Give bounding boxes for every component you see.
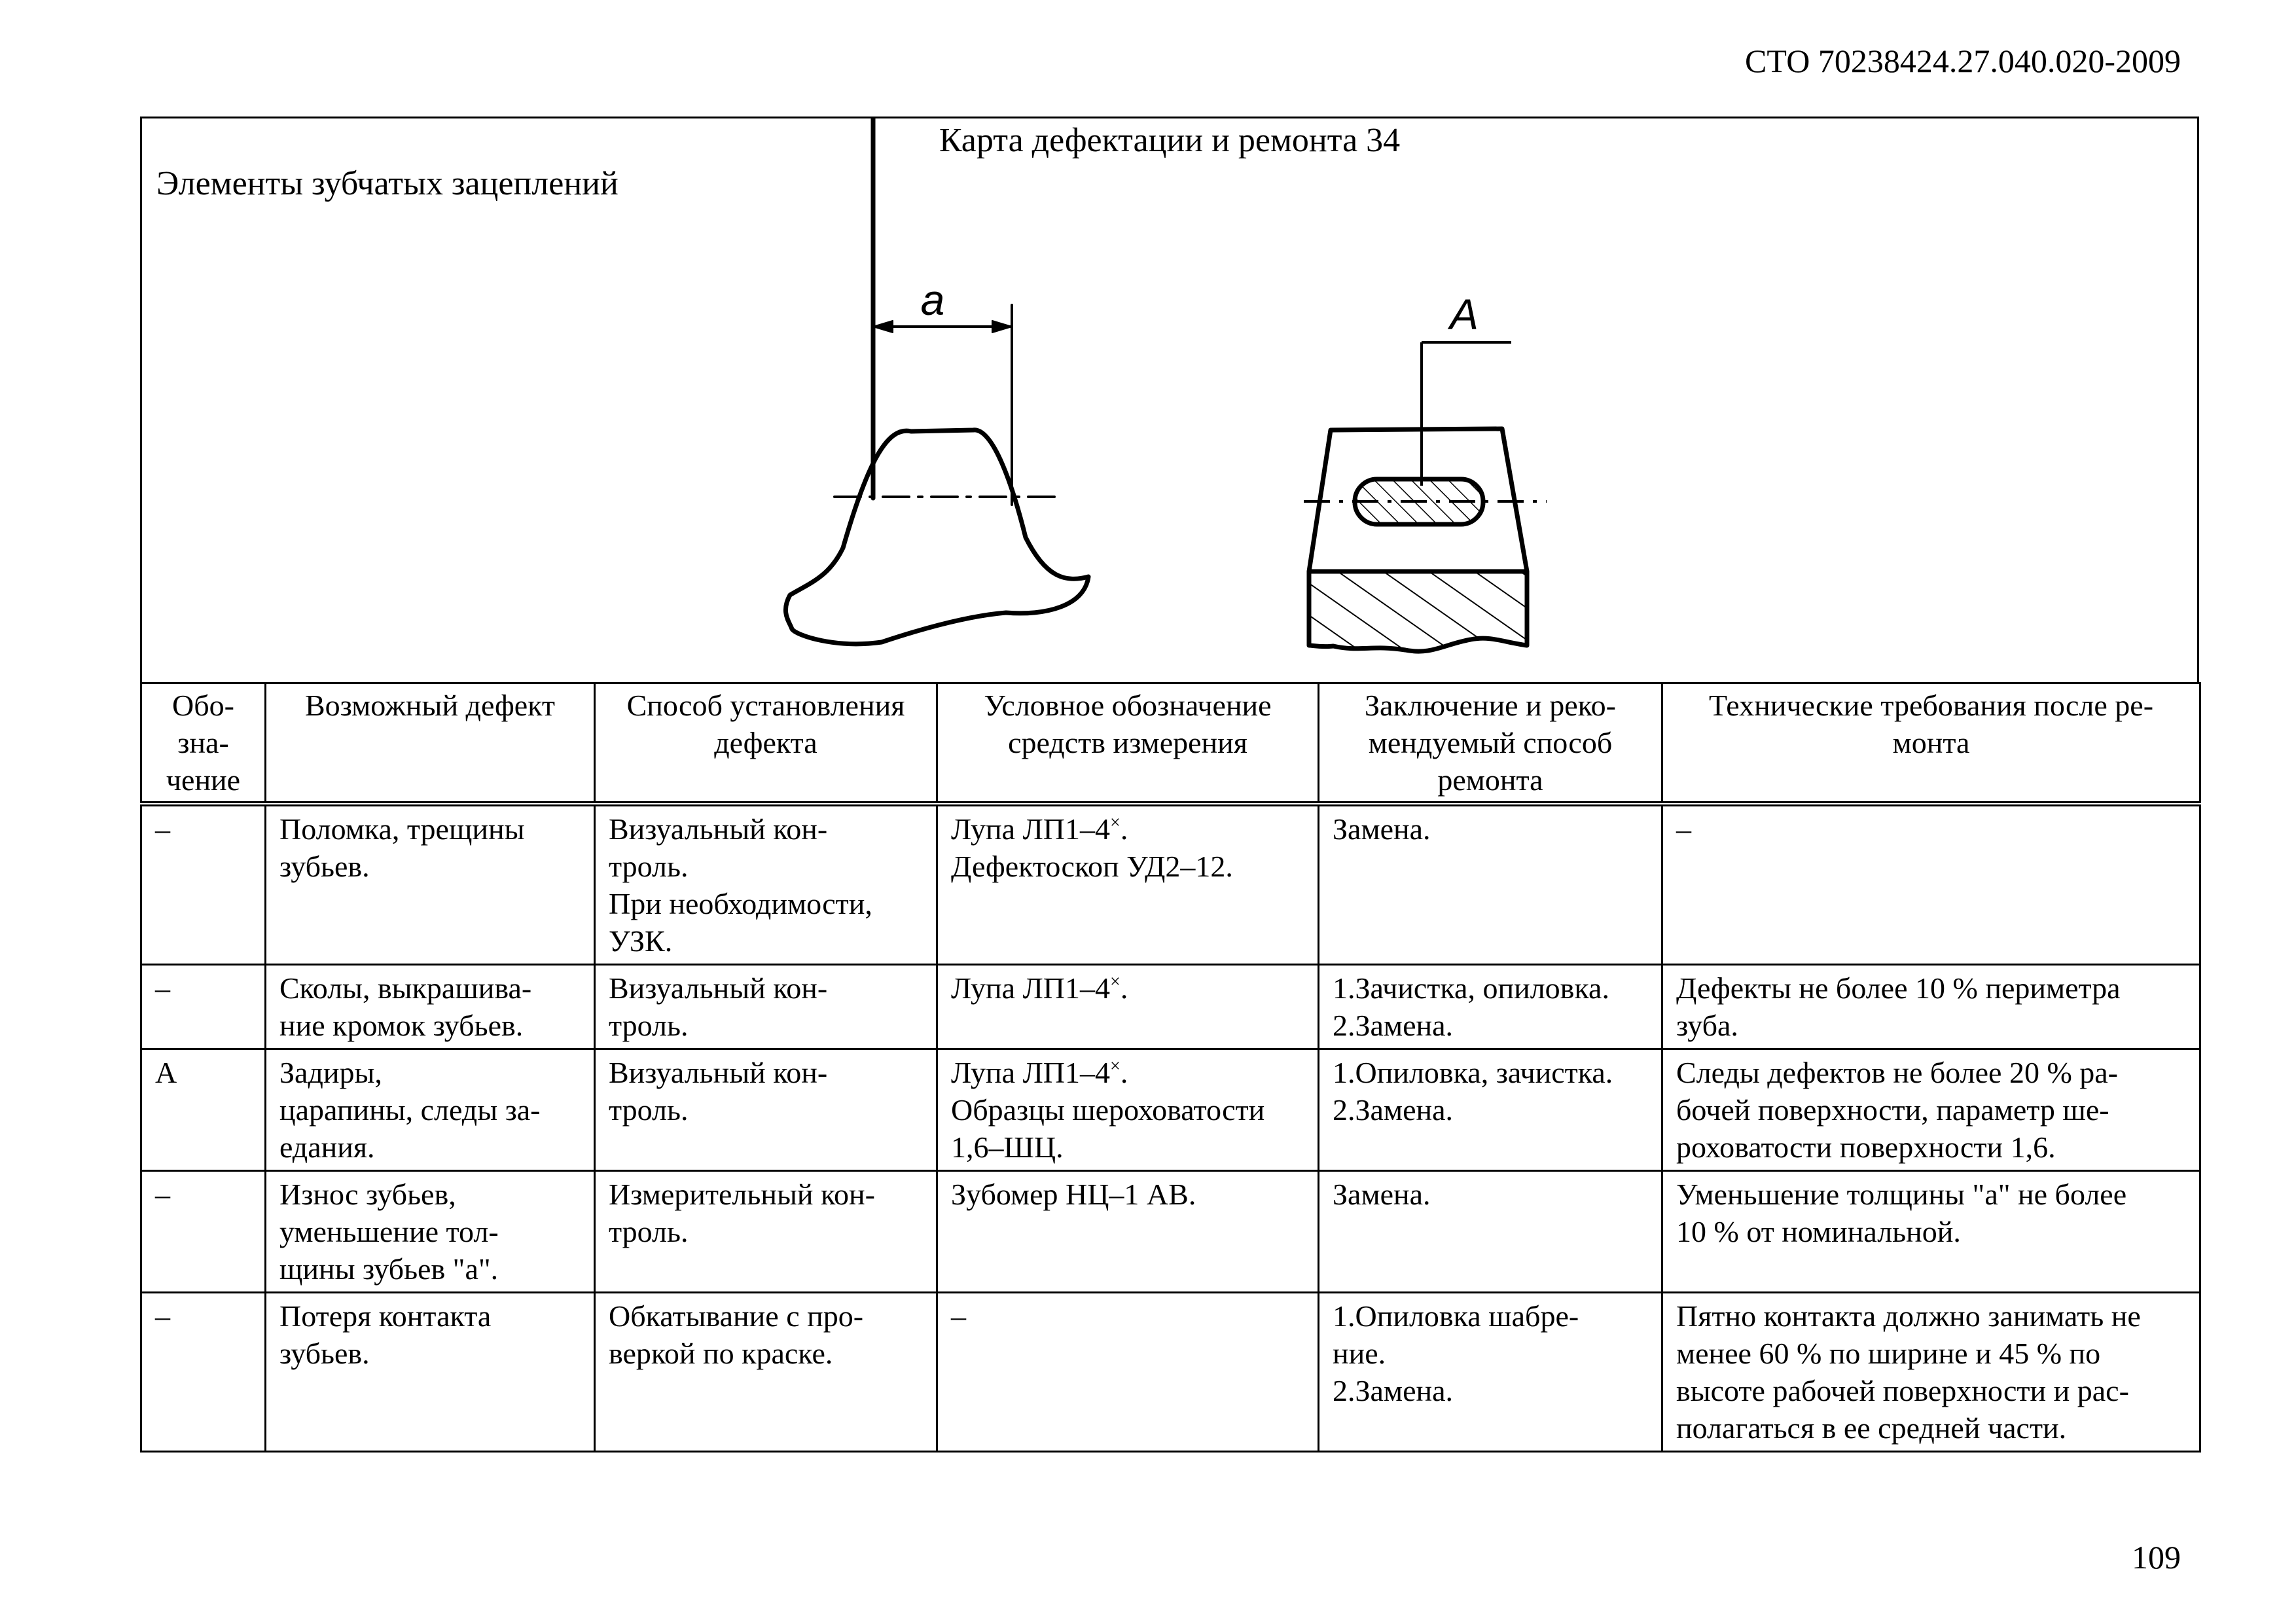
row-requirements: – [1662, 804, 2200, 965]
row-tools [937, 804, 1319, 965]
row-tools [937, 1293, 1319, 1452]
table-row [141, 1049, 2200, 1171]
row-defect: Сколы, выкрашива- ние кромок зубьев. [266, 965, 595, 1049]
row-requirements: Следы дефектов не более 20 % ра- бочей поверхности, параметр ше- роховатости поверхности 1,6. [1662, 1049, 2200, 1171]
card-subtitle: Элементы зубчатых зацеплений [156, 165, 619, 202]
row-tools [937, 1171, 1319, 1293]
row-defect: Потеря контакта зубьев. [266, 1293, 595, 1452]
magnification-sup: × [1110, 812, 1121, 833]
tool-line-end: . [1120, 1056, 1128, 1089]
row-designation: А [141, 1049, 266, 1171]
row-conclusion: 1.Зачистка, опиловка. 2.Замена. [1319, 965, 1662, 1049]
row-defect: Задиры, царапины, следы за- едания. [266, 1049, 595, 1171]
row-method: Обкатывание с про- веркой по краске. [595, 1293, 937, 1452]
dimension-label-a: a [920, 276, 945, 324]
table-row [141, 1293, 2200, 1452]
row-defect: Износ зубьев, уменьшение тол- щины зубьев "а". [266, 1171, 595, 1293]
row-conclusion: Замена. [1319, 1171, 1662, 1293]
row-conclusion: Замена. [1319, 804, 1662, 965]
tooth-profile-view [785, 118, 1088, 644]
defect-card [140, 117, 2199, 1453]
header-requirements: Технические требования после ре- монта [1662, 683, 2200, 804]
tool-line-end: . [1120, 812, 1128, 846]
row-defect: Поломка, трещины зубьев. [266, 804, 595, 965]
row-requirements: Дефекты не более 10 % периметра зуба. [1662, 965, 2200, 1049]
document-code: СТО 70238424.27.040.020-2009 [1745, 43, 2181, 79]
tool-line-end: . [1120, 971, 1128, 1005]
tool-line: Лупа ЛП1–4 [951, 812, 1111, 846]
row-requirements: Пятно контакта должно занимать не менее 60 % по ширине и 45 % по высоте рабочей поверхности и рас- полагаться в ее средней части. [1662, 1293, 2200, 1452]
row-conclusion: 1.Опиловка шабре- ние. 2.Замена. [1319, 1293, 1662, 1452]
callout-label-a: A [1449, 290, 1479, 338]
row-method: Визуальный кон- троль. При необходимости, УЗК. [595, 804, 937, 965]
row-method: Измерительный кон- троль. [595, 1171, 937, 1293]
table-row [141, 965, 2200, 1049]
row-tools [937, 965, 1319, 1049]
table-row [141, 804, 2200, 965]
defects-table [140, 682, 2201, 1453]
row-tools [937, 1049, 1319, 1171]
tool-line: Лупа ЛП1–4 [951, 971, 1111, 1005]
tool-line: – [951, 1299, 966, 1333]
header-detection-method: Способ установления дефекта [595, 683, 937, 804]
tool-line: Зубомер НЦ–1 АВ. [951, 1178, 1196, 1211]
row-requirements: Уменьшение толщины "а" не более 10 % от номинальной. [1662, 1171, 2200, 1293]
tooth-surface-view [1304, 342, 1547, 651]
row-method: Визуальный кон- троль. [595, 965, 937, 1049]
table-header-row [141, 683, 2200, 804]
header-measuring-tools: Условное обозначение средств измерения [937, 683, 1319, 804]
row-designation: – [141, 965, 266, 1049]
row-method: Визуальный кон- троль. [595, 1049, 937, 1171]
tool-extra: Образцы шероховатости 1,6–ШЦ. [951, 1093, 1265, 1164]
gear-tooth-drawing [142, 118, 2201, 684]
tool-line: Лупа ЛП1–4 [951, 1056, 1111, 1089]
row-conclusion: 1.Опиловка, зачистка. 2.Замена. [1319, 1049, 1662, 1171]
row-designation: – [141, 804, 266, 965]
header-defect: Возможный дефект [266, 683, 595, 804]
magnification-sup: × [1110, 971, 1121, 992]
magnification-sup: × [1110, 1056, 1121, 1077]
card-header [140, 117, 2199, 682]
header-designation: Обо- зна- чение [141, 683, 266, 804]
card-title: Карта дефектации и ремонта 34 [939, 122, 1401, 159]
table-row [141, 1171, 2200, 1293]
header-conclusion: Заключение и реко- мендуемый способ ремонта [1319, 683, 1662, 804]
row-designation: – [141, 1171, 266, 1293]
tool-extra: Дефектоскоп УД2–12. [951, 850, 1233, 883]
page-number: 109 [2132, 1539, 2181, 1576]
row-designation: – [141, 1293, 266, 1452]
